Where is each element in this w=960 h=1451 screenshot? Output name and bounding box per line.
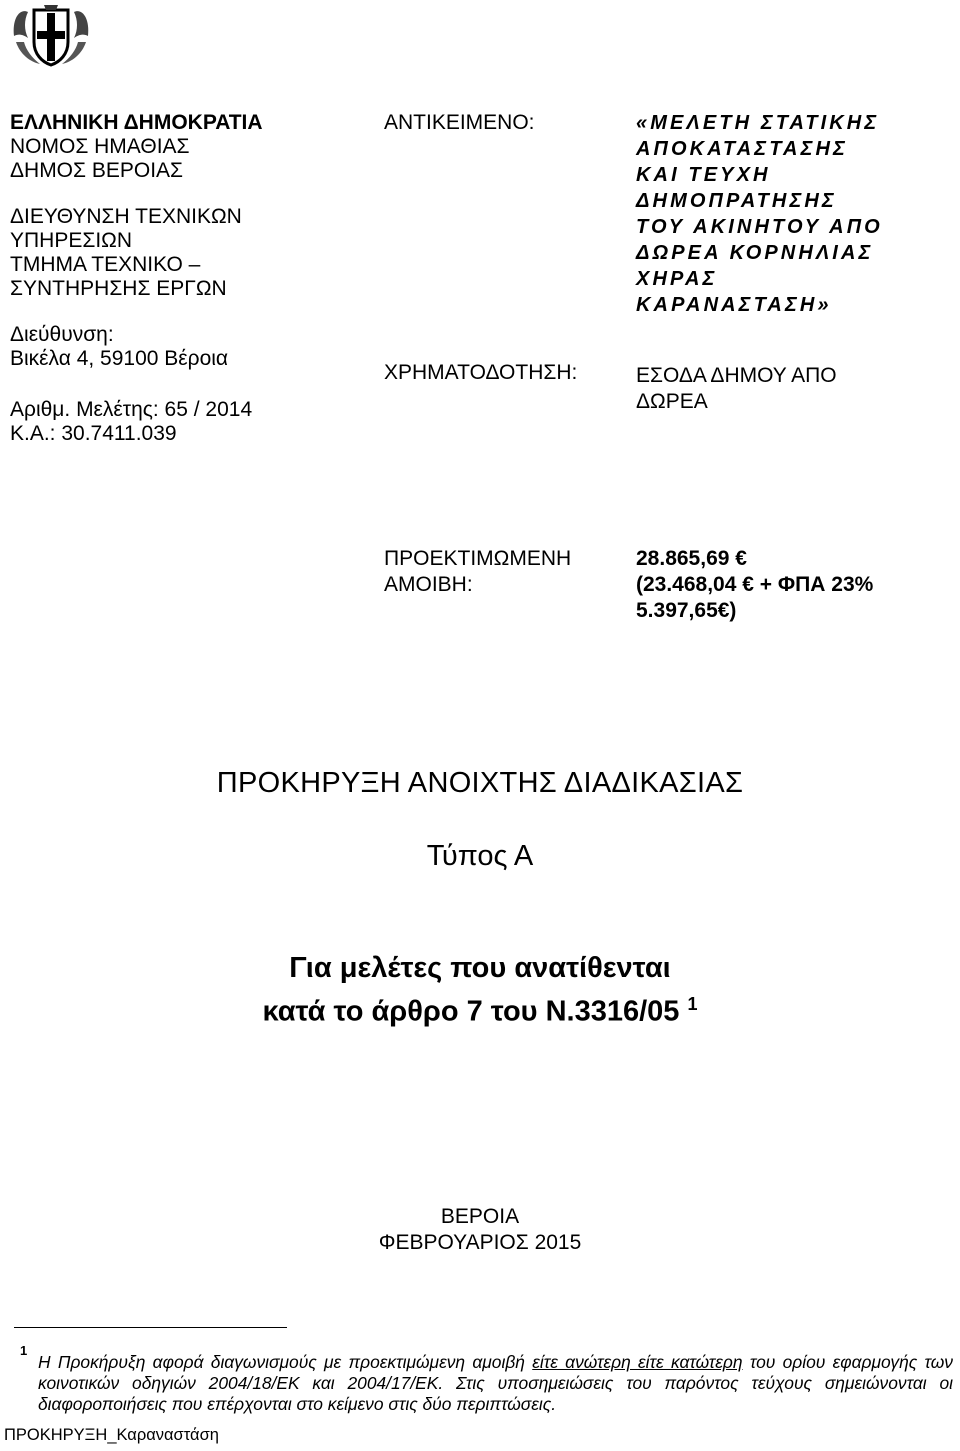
directorate-name-cont: ΥΠΗΡΕΣΙΩΝ [10, 229, 133, 252]
fee-total: 28.865,69 € [636, 547, 747, 570]
fee-label-line: ΑΜΟΙΒΗ: [384, 573, 473, 596]
subject-line: ΔΩΡΕΑ ΚΟΡΝΗΛΙΑΣ [636, 242, 874, 264]
legal-basis-line: Για μελέτες που ανατίθενται [289, 952, 671, 984]
document-type: Τύπος Α [426, 840, 534, 872]
issuing-authority-block [10, 111, 350, 446]
funding-value [636, 363, 886, 415]
address: Βικέλα 4, 59100 Βέροια [10, 347, 229, 370]
footnote-text-end: του ορίου εφαρμογής των κοινοτικών οδηγιών 2004/18/ΕΚ και 2004/17/ΕΚ. Στις υποσημειώσεις του παρόντος τεύχους σημειώνονται οι διαφοροποιήσεις που επέρχονται στο κείμενο στις δύο περιπτώσεις. [38, 1352, 953, 1414]
fee-breakdown: (23.468,04 € + ΦΠΑ 23% [636, 573, 874, 596]
document-id: ΠΡΟΚΗΡΥΞΗ_Καραναστάση [4, 1426, 219, 1444]
date: ΦΕΒΡΟΥΑΡΙΟΣ 2015 [378, 1231, 582, 1254]
footnote-text [38, 1352, 953, 1415]
footnote-reference[interactable]: 1 [687, 994, 698, 1014]
footnote-mark: 1 [20, 1343, 28, 1358]
subject-line: «ΜΕΛΕΤΗ ΣΤΑΤΙΚΗΣ [636, 112, 880, 134]
footnote-separator [14, 1327, 287, 1328]
republic-name: ΕΛΛΗΝΙΚΗ ΔΗΜΟΚΡΑΤΙΑ [10, 111, 263, 134]
subject-line: ΔΗΜΟΠΡΑΤΗΣΗΣ [636, 190, 837, 212]
address-label: Διεύθυνση: [10, 323, 114, 346]
city: ΒΕΡΟΙΑ [440, 1205, 520, 1228]
fee-label-line: ΠΡΟΕΚΤΙΜΩΜΕΝΗ [384, 547, 572, 570]
funding-line: ΕΣΟΔΑ ΔΗΜΟΥ ΑΠΟ [636, 364, 837, 387]
footnote-underlined-text: είτε ανώτερη είτε κατώτερη [532, 1352, 743, 1372]
subject-title [636, 110, 954, 318]
fee-label [384, 546, 571, 598]
directorate-name: ΔΙΕΥΘΥΝΣΗ ΤΕΧΝΙΚΩΝ [10, 205, 242, 228]
fee-vat: 5.397,65€) [636, 599, 737, 622]
funding-label: ΧΡΗΜΑΤΟΔΟΤΗΣΗ: [384, 361, 578, 384]
municipality-name: ΔΗΜΟΣ ΒΕΡΟΙΑΣ [10, 159, 184, 182]
subject-line: ΚΑΙ ΤΕΥΧΗ [636, 164, 771, 186]
department-name-cont: ΣΥΝΤΗΡΗΣΗΣ ΕΡΓΩΝ [10, 277, 227, 300]
document-title: ΠΡΟΚΗΡΥΞΗ ΑΝΟΙΧΤΗΣ ΔΙΑΔΙΚΑΣΙΑΣ [216, 767, 744, 799]
subject-line: ΤΟΥ ΑΚΙΝΗΤΟΥ ΑΠΟ [636, 216, 883, 238]
hellenic-republic-emblem-icon [6, 2, 96, 68]
funding-line: ΔΩΡΕΑ [636, 390, 708, 413]
department-name: ΤΜΗΜΑ ΤΕΧΝΙΚΟ – [10, 253, 201, 276]
legal-basis-line: κατά το άρθρο 7 του Ν.3316/05 [262, 995, 680, 1028]
subject-line: ΚΑΡΑΝΑΣΤΑΣΗ» [636, 294, 832, 316]
subject-line: ΧΗΡΑΣ [636, 268, 718, 290]
budget-code: Κ.Α.: 30.7411.039 [10, 422, 177, 445]
prefecture-name: ΝΟΜΟΣ ΗΜΑΘΙΑΣ [10, 135, 190, 158]
legal-basis [0, 950, 960, 1030]
footnote-text-start: Η Προκήρυξη αφορά διαγωνισμούς με προεκτιμώμενη αμοιβή [38, 1352, 533, 1372]
place-date [0, 1204, 960, 1256]
subject-label: ΑΝΤΙΚΕΙΜΕΝΟ: [384, 111, 535, 134]
fee-value [636, 546, 936, 624]
study-number: Αριθμ. Μελέτης: 65 / 2014 [10, 398, 253, 421]
subject-line: ΑΠΟΚΑΤΑΣΤΑΣΗΣ [636, 138, 848, 160]
